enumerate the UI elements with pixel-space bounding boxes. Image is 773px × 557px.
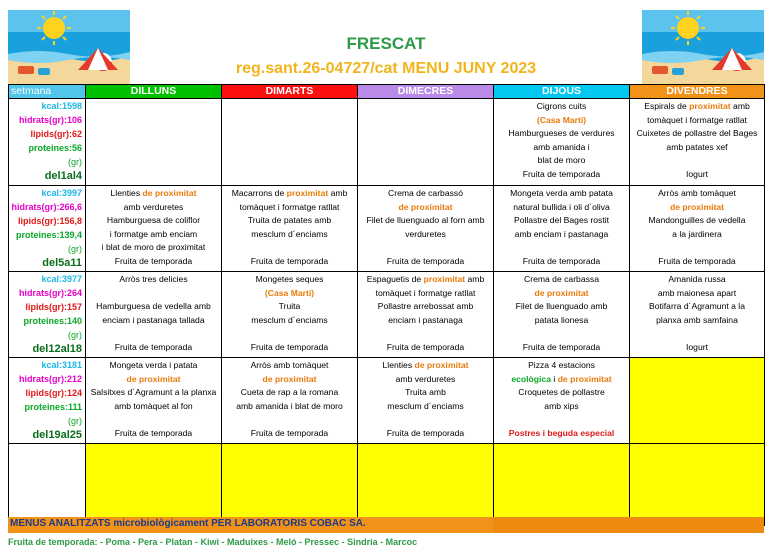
menu-text: Cuixetes de pollastre del Bages	[636, 128, 758, 138]
menu-text: Fruita de temporada	[522, 341, 601, 352]
week-nutrition-cell	[9, 358, 86, 444]
menu-line	[358, 400, 493, 414]
menu-text: Arròs amb tomàquet	[658, 188, 736, 198]
menu-text: Botifarra d´Agramunt a la	[648, 301, 745, 311]
menu-text: amb tomàquet al fon	[114, 400, 193, 411]
week-lipids: lipids(gr):124	[25, 388, 82, 398]
beach-sun-icon	[8, 10, 130, 84]
menu-text: amb amanida i blat de moro	[236, 400, 343, 411]
menu-line	[222, 427, 357, 441]
beach-sun-icon	[642, 10, 764, 84]
menu-text: amb verduretes	[395, 373, 456, 384]
week-hidrats: hidrats(gr):106	[18, 115, 82, 125]
menu-line	[86, 287, 221, 301]
holiday-cell	[630, 444, 765, 526]
menu-title: FRESCAT	[346, 34, 426, 53]
column-header-dijous: DIJOUS	[494, 85, 630, 99]
menu-line	[86, 359, 221, 373]
menu-cell	[358, 272, 494, 358]
menu-cell	[86, 99, 222, 186]
week-lipids: lipids(gr):157	[25, 302, 82, 312]
column-header-dilluns: DILLUNS	[86, 85, 222, 99]
menu-line	[494, 300, 629, 314]
week-proteines: proteines:56	[28, 143, 82, 153]
menu-text: Truita amb	[405, 387, 446, 397]
week-nutrition-cell	[9, 272, 86, 358]
menu-highlight-text: de proximitat	[670, 201, 724, 212]
menu-text: Arròs tres delicies	[119, 274, 188, 284]
beach-illustration-left	[8, 10, 130, 84]
week-lipids: lipids(gr):156,8	[17, 216, 82, 226]
menu-line	[358, 373, 493, 387]
menu-cell	[630, 272, 765, 358]
menu-line	[222, 228, 357, 242]
menu-text: Espaguetis de	[366, 274, 424, 284]
menu-text: amb	[465, 274, 485, 284]
menu-line	[494, 114, 629, 128]
menu-highlight-text: ecològica	[511, 373, 551, 384]
menu-text: Fruita de temporada	[386, 341, 465, 352]
week-row	[9, 186, 765, 272]
menu-line	[494, 314, 629, 328]
menu-line	[86, 413, 221, 427]
menu-line	[358, 287, 493, 301]
menu-highlight-text: (Casa Martí)	[264, 287, 315, 298]
menu-line	[358, 228, 493, 242]
menu-line	[494, 127, 629, 141]
menu-text: natural bullida i oli d´oliva	[513, 201, 610, 212]
menu-highlight-text: Postres i beguda especial	[508, 427, 615, 438]
menu-text: Filet de lluenguado al forn amb	[366, 215, 485, 225]
menu-line	[494, 373, 629, 387]
menu-line	[222, 187, 357, 201]
menu-line	[222, 241, 357, 255]
menu-line	[494, 400, 629, 414]
menu-text: amb patates xef	[666, 141, 728, 152]
menu-line	[494, 201, 629, 215]
menu-line	[494, 273, 629, 287]
menu-text: tomàquet i formatge ratllat	[375, 287, 476, 298]
week-gr: (gr)	[68, 157, 82, 167]
menu-line	[358, 327, 493, 341]
menu-line	[86, 341, 221, 355]
menu-cell	[494, 99, 630, 186]
menu-line	[222, 255, 357, 269]
menu-text: Espirals de	[644, 101, 690, 111]
menu-line	[358, 427, 493, 441]
column-header-dimecres: DIMECRES	[358, 85, 494, 99]
menu-line	[630, 154, 764, 168]
menu-line	[86, 273, 221, 287]
menu-text: Fruita de temporada	[114, 427, 193, 438]
menu-cell	[630, 186, 765, 272]
menu-highlight-text: de proximitat	[557, 373, 612, 384]
menu-text: Truita	[278, 301, 301, 311]
menu-line	[630, 300, 764, 314]
menu-text: Cigrons cuits	[536, 101, 587, 111]
menu-line	[222, 327, 357, 341]
menu-line	[358, 359, 493, 373]
menu-text: Iogurt	[686, 341, 708, 352]
column-header-week: setmana	[9, 85, 86, 99]
week-row	[9, 358, 765, 444]
lab-analysis-note: MENUS ANALITZATS microbiològicament PER LABORATORIS COBAC SA.	[10, 518, 366, 529]
menu-line	[86, 373, 221, 387]
menu-highlight-text: de proximitat	[398, 201, 453, 212]
menu-cell	[222, 186, 358, 272]
menu-text: Crema de carbassó	[388, 188, 463, 198]
menu-text: mesclum d´enciams	[251, 228, 328, 239]
menu-line	[222, 359, 357, 373]
menu-line	[630, 287, 764, 301]
menu-text: amb xips	[544, 400, 579, 411]
menu-line	[358, 386, 493, 400]
column-header-dimarts: DIMARTS	[222, 85, 358, 99]
menu-line	[630, 255, 764, 269]
menu-line	[86, 214, 221, 228]
menu-text: Amanida russa	[668, 274, 726, 284]
menu-line	[630, 201, 764, 215]
menu-text: Fruita de temporada	[250, 427, 329, 438]
menu-cell	[222, 272, 358, 358]
menu-line	[86, 255, 221, 269]
menu-text: amb verduretes	[123, 201, 184, 212]
menu-text: Crema de carbassa	[524, 274, 599, 284]
week-proteines: proteines:111	[24, 402, 82, 412]
menu-text: Fruita de temporada	[658, 255, 736, 266]
menu-line	[630, 141, 764, 155]
beach-illustration-right	[642, 10, 764, 84]
menu-line	[630, 214, 764, 228]
menu-cell	[222, 99, 358, 186]
menu-line	[494, 327, 629, 341]
menu-line	[494, 359, 629, 373]
menu-line	[494, 141, 629, 155]
week-label: del12al18	[32, 343, 82, 355]
menu-text: Hamburguesa de vedella amb	[96, 301, 211, 311]
menu-line	[494, 287, 629, 301]
menu-text: a la jardinera	[672, 228, 722, 239]
week-row	[9, 272, 765, 358]
menu-line	[86, 314, 221, 328]
week-gr: (gr)	[68, 244, 82, 254]
week-gr: (gr)	[68, 416, 82, 426]
menu-text: Filet de lluenguado amb	[515, 301, 608, 311]
menu-line	[86, 241, 221, 255]
week-gr: (gr)	[68, 330, 82, 340]
menu-highlight-text: de proximitat	[126, 373, 181, 384]
menu-line	[630, 114, 764, 128]
menu-line	[358, 241, 493, 255]
menu-text: Truita de patates amb	[247, 215, 332, 225]
menu-text: Fruita de temporada	[522, 168, 601, 179]
menu-text: i blat de moro de proximitat	[101, 242, 206, 252]
menu-text: Fruita de temporada	[114, 255, 193, 266]
menu-line	[86, 327, 221, 341]
menu-subtitle: reg.sant.26-04727/cat MENU JUNY 2023	[235, 60, 537, 77]
menu-cell	[494, 186, 630, 272]
menu-text: i	[551, 373, 558, 384]
menu-text: Mongeta verda i patata	[109, 360, 198, 370]
menu-text: Mongeta verda amb patata	[510, 188, 613, 198]
menu-line	[630, 241, 764, 255]
menu-line	[222, 400, 357, 414]
menu-line	[494, 241, 629, 255]
menu-text: Fruita de temporada	[250, 341, 329, 352]
menu-text: Pollastre del Bages rostit	[513, 215, 610, 225]
menu-line	[494, 427, 629, 441]
footer-bar	[8, 517, 764, 533]
menu-line	[358, 201, 493, 215]
week-proteines: proteines:139,4	[15, 230, 82, 240]
menu-text: Fruita de temporada	[386, 427, 465, 438]
menu-line	[494, 214, 629, 228]
column-header-divendres: DIVENDRES	[630, 85, 765, 99]
menu-line	[222, 273, 357, 287]
menu-line	[494, 386, 629, 400]
menu-line	[222, 214, 357, 228]
week-kcal: kcal:3997	[41, 188, 82, 198]
menu-line	[630, 327, 764, 341]
menu-line	[222, 413, 357, 427]
holiday-cell	[86, 444, 222, 526]
menu-text: Hamburgueses de verdures	[508, 128, 615, 138]
menu-text: amb maionesa apart	[657, 287, 737, 298]
menu-text: Fruita de temporada	[386, 255, 465, 266]
menu-line	[86, 400, 221, 414]
menu-text: Fruita de temporada	[114, 341, 193, 352]
menu-line	[630, 127, 764, 141]
menu-text: verduretes	[405, 228, 446, 239]
menu-line	[222, 314, 357, 328]
menu-line	[86, 386, 221, 400]
week-nutrition-cell	[9, 186, 86, 272]
menu-text: planxa amb samfaina	[656, 314, 738, 325]
menu-text: amb amanida i	[533, 141, 590, 152]
week-row	[9, 99, 765, 186]
menu-cell	[630, 99, 765, 186]
menu-highlight-text: proximitat	[286, 188, 329, 198]
menu-text: patata lionesa	[534, 314, 589, 325]
menu-highlight-text: de proximitat	[534, 287, 589, 298]
menu-line	[222, 201, 357, 215]
menu-text: Llenties	[382, 360, 415, 370]
menu-line	[358, 273, 493, 287]
menu-line	[358, 255, 493, 269]
menu-line	[494, 341, 629, 355]
menu-text: Arròs amb tomàquet	[250, 360, 329, 370]
menu-text: i formatge amb enciam	[109, 228, 198, 239]
menu-text: amb enciam i pastanaga	[514, 228, 609, 239]
menu-text: mesclum d´enciams	[251, 314, 328, 325]
menu-line	[222, 300, 357, 314]
holiday-cell	[494, 444, 630, 526]
menu-text: tomàquet i formatge ratllat	[239, 201, 340, 212]
menu-line	[494, 228, 629, 242]
menu-line	[358, 214, 493, 228]
menu-highlight-text: de proximitat	[414, 360, 469, 370]
menu-line	[494, 168, 629, 182]
holiday-cell	[358, 444, 494, 526]
menu-text: Cueta de rap a la romana	[240, 387, 339, 397]
menu-text: amb	[328, 188, 348, 198]
menu-text: Hamburguesa de coliflor	[106, 215, 201, 225]
menu-cell	[86, 272, 222, 358]
menu-text: Pizza 4 estacions	[528, 360, 595, 370]
menu-cell	[86, 186, 222, 272]
menu-line	[358, 187, 493, 201]
menu-line	[86, 300, 221, 314]
menu-text: Fruita de temporada	[522, 255, 601, 266]
menu-text: Macarrons de	[231, 188, 287, 198]
menu-line	[630, 168, 764, 182]
menu-line	[494, 100, 629, 114]
menu-line	[494, 187, 629, 201]
menu-highlight-text: (Casa Martí)	[536, 114, 587, 125]
week-label: del19al25	[32, 429, 82, 441]
menu-header-row	[9, 85, 765, 99]
seasonal-fruit-list: Fruita de temporada: - Poma - Pera - Platan - Kiwi - Maduixes - Meló - Pressec - Sindria - Marcoc	[8, 537, 418, 547]
menu-text: Llenties	[110, 188, 143, 198]
week-hidrats: hidrats(gr):266,6	[11, 202, 82, 212]
menu-line	[630, 187, 764, 201]
menu-line	[630, 100, 764, 114]
menu-text: Croquetes de pollastre	[518, 387, 605, 397]
menu-line	[494, 154, 629, 168]
menu-line	[358, 341, 493, 355]
menu-highlight-text: de proximitat	[262, 373, 317, 384]
header	[8, 10, 764, 84]
menu-text: enciam i pastanaga	[388, 314, 463, 325]
menu-line	[86, 187, 221, 201]
week-kcal: kcal:1598	[41, 101, 82, 111]
week-hidrats: hidrats(gr):212	[18, 374, 82, 384]
menu-text: blat de moro	[537, 155, 586, 165]
menu-line	[630, 314, 764, 328]
menu-line	[494, 413, 629, 427]
menu-line	[494, 255, 629, 269]
menu-line	[86, 427, 221, 441]
empty-week-row	[9, 444, 765, 526]
menu-cell	[86, 358, 222, 444]
menu-text: Mongetes seques	[255, 274, 324, 284]
menu-cell	[222, 358, 358, 444]
menu-line	[358, 413, 493, 427]
menu-line	[358, 314, 493, 328]
menu-line	[86, 201, 221, 215]
menu-cell	[494, 358, 630, 444]
week-kcal: kcal:3181	[41, 360, 82, 370]
empty-week-cell	[9, 444, 86, 526]
menu-line	[222, 341, 357, 355]
menu-line	[86, 228, 221, 242]
week-proteines: proteines:140	[23, 316, 82, 326]
menu-line	[630, 341, 764, 355]
menu-line	[630, 228, 764, 242]
menu-text: tomàquet i formatge ratllat	[647, 114, 747, 125]
menu-cell	[358, 99, 494, 186]
menu-line	[222, 287, 357, 301]
menu-text: Salsitxes d´Agramunt a la planxa	[90, 387, 217, 397]
menu-text: mesclum d´enciams	[387, 400, 464, 411]
week-kcal: kcal:3977	[41, 274, 82, 284]
menu-line	[630, 273, 764, 287]
menu-table	[8, 84, 765, 526]
week-label: del5a11	[42, 257, 82, 269]
menu-text: enciam i pastanaga tallada	[102, 314, 205, 325]
menu-text: Iogurt	[686, 168, 708, 179]
menu-line	[358, 300, 493, 314]
week-hidrats: hidrats(gr):264	[18, 288, 82, 298]
menu-cell	[358, 186, 494, 272]
menu-text: Pollastre arrebossat amb	[377, 301, 474, 311]
menu-text: amb	[730, 101, 750, 111]
menu-line	[222, 373, 357, 387]
holiday-cell	[630, 358, 765, 444]
menu-highlight-text: proximitat	[689, 101, 731, 111]
menu-highlight-text: proximitat	[423, 274, 466, 284]
menu-cell	[494, 272, 630, 358]
menu-text: Fruita de temporada	[250, 255, 329, 266]
menu-line	[222, 386, 357, 400]
menu-cell	[358, 358, 494, 444]
menu-highlight-text: de proximitat	[142, 188, 197, 198]
holiday-cell	[222, 444, 358, 526]
week-lipids: lipids(gr):62	[30, 129, 82, 139]
week-label: del1al4	[44, 170, 82, 182]
week-nutrition-cell	[9, 99, 86, 186]
menu-text: Mandonguilles de vedella	[648, 215, 746, 225]
